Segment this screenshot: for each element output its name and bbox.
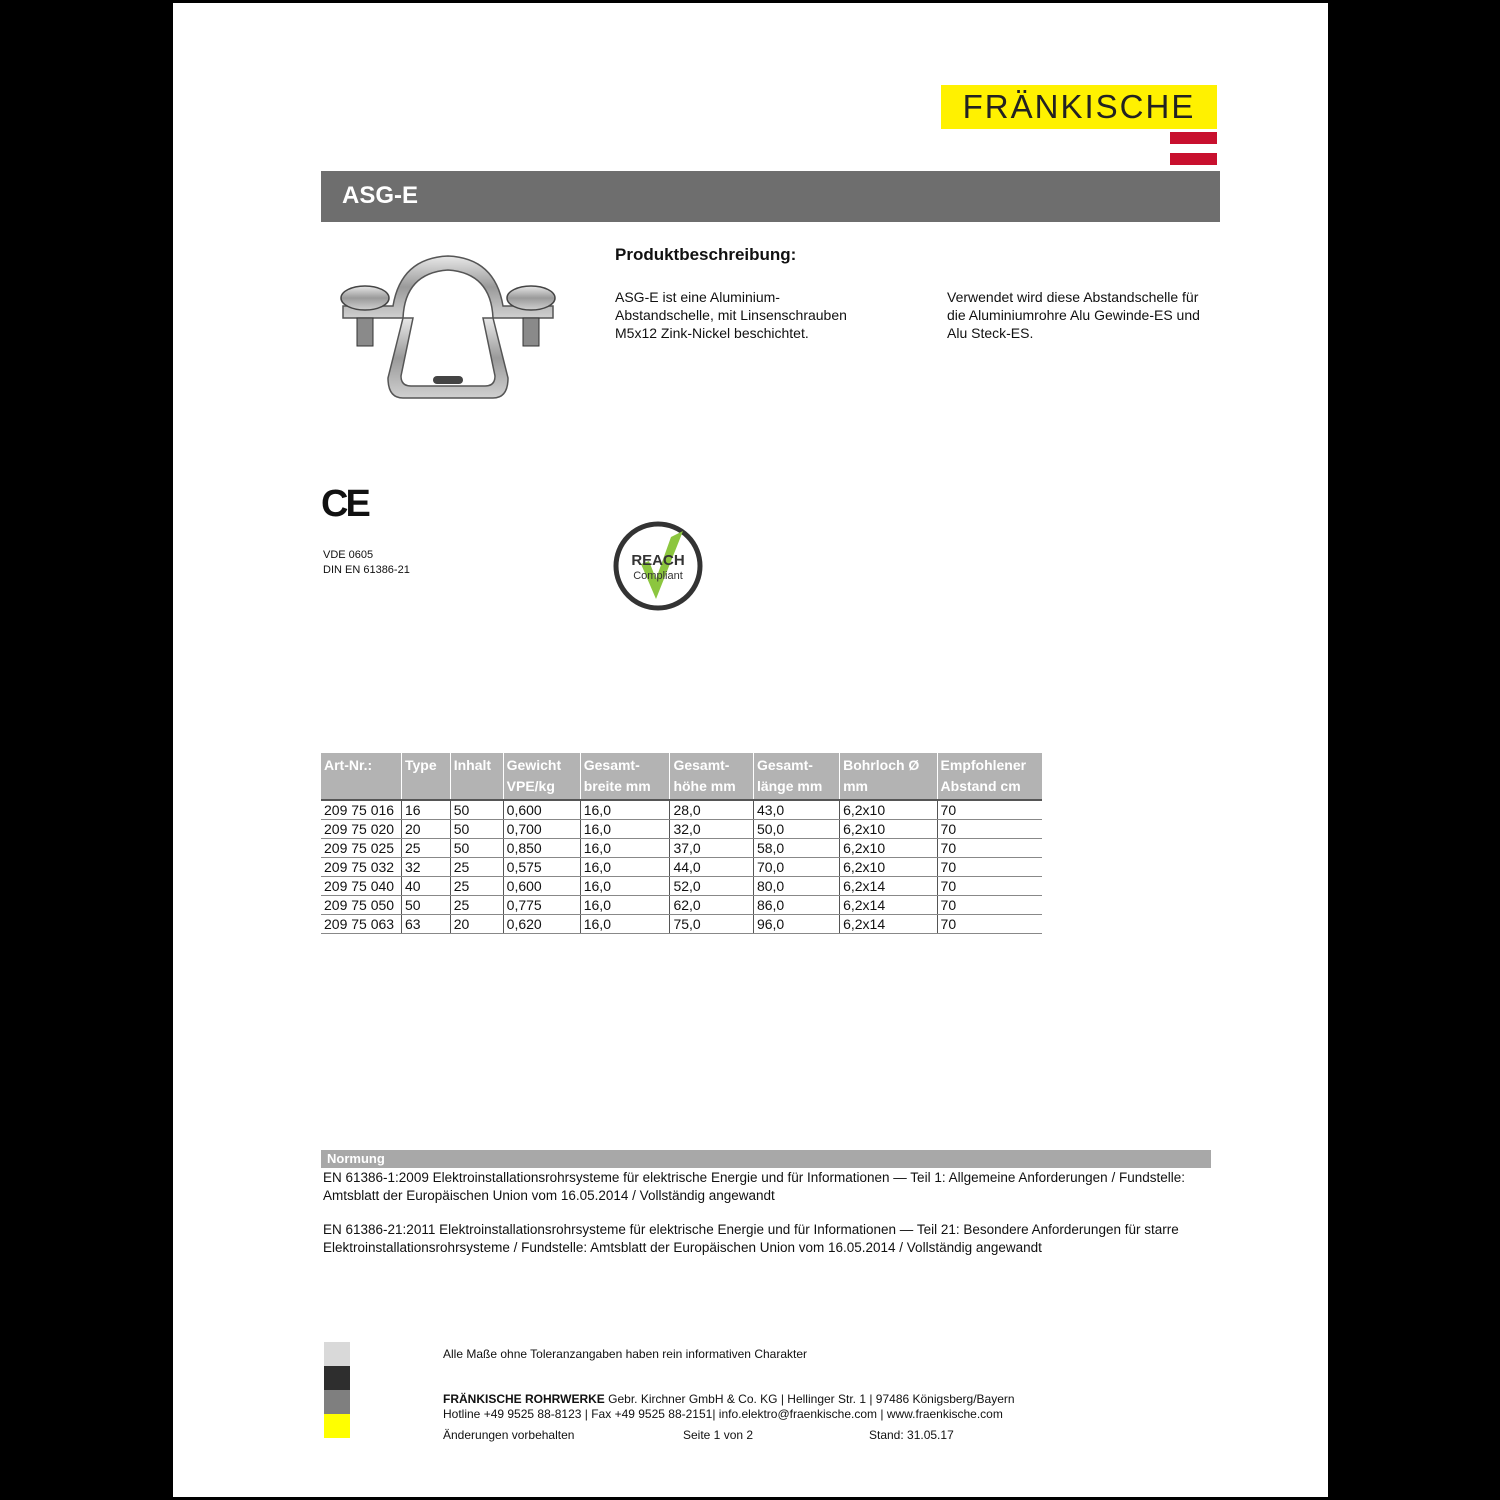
table-cell: 40 (401, 877, 450, 896)
column-header: Type (401, 753, 450, 800)
description-heading: Produktbeschreibung: (615, 245, 797, 264)
table-cell: 20 (401, 820, 450, 839)
table-cell: 16 (401, 800, 450, 820)
reach-label: REACH (631, 552, 685, 569)
table-cell: 16,0 (580, 877, 670, 896)
spec-table (321, 753, 1042, 934)
table-cell: 0,600 (503, 800, 580, 820)
table-row (321, 858, 1042, 877)
table-row (321, 877, 1042, 896)
table-cell: 32,0 (670, 820, 753, 839)
table-cell: 209 75 016 (321, 800, 401, 820)
table-cell: 25 (450, 858, 503, 877)
table-cell: 209 75 032 (321, 858, 401, 877)
table-cell: 44,0 (670, 858, 753, 877)
table-cell: 70 (937, 839, 1042, 858)
table-cell: 0,700 (503, 820, 580, 839)
table-cell: 70 (937, 896, 1042, 915)
table-header-row (321, 753, 1042, 800)
table-cell: 209 75 025 (321, 839, 401, 858)
column-header: Gesamt- höhe mm (670, 753, 753, 800)
document-page (173, 3, 1328, 1497)
table-cell: 32 (401, 858, 450, 877)
table-cell: 16,0 (580, 915, 670, 934)
table-cell: 70 (937, 820, 1042, 839)
normung-paragraph-1: EN 61386-1:2009 Elektroinstallationsrohrsysteme für elektrische Energie und für Informationen — Teil 1: Allgemeine Anforderungen / Fundstelle: Amtsblatt der Europäischen Union vom 16.05.2014 / Vollständig angewandt (323, 1170, 1185, 1203)
swatch-midgray (324, 1390, 350, 1414)
column-header: Empfohlener Abstand cm (937, 753, 1042, 800)
normung-paragraph-2: EN 61386-21:2011 Elektroinstallationsrohrsysteme für elektrische Energie und für Informationen — Teil 21: Besondere Anforderungen für starre Elektroinstallationsrohrsysteme / Fundstelle: Amtsblatt der Europäischen Union vom 16.05.2014 / Vollständig angewandt (323, 1222, 1179, 1255)
table-cell: 50 (450, 820, 503, 839)
logo-stripe-bottom (1170, 153, 1217, 165)
table-cell: 6,2x14 (840, 915, 937, 934)
table-cell: 20 (450, 915, 503, 934)
description-text-1: ASG-E ist eine Aluminium-Abstandschelle, mit Linsenschrauben M5x12 Zink-Nickel beschichtet. (615, 289, 847, 341)
description-text-2: Verwendet wird diese Abstandschelle für die Aluminiumrohre Alu Gewinde-ES und Alu Steck-ES. (947, 289, 1200, 341)
table-cell: 70 (937, 915, 1042, 934)
standard-din: DIN EN 61386-21 (323, 564, 410, 576)
table-cell: 6,2x10 (840, 800, 937, 820)
logo-stripe-top (1170, 132, 1217, 144)
standard-vde: VDE 0605 (323, 549, 374, 561)
table-cell: 209 75 063 (321, 915, 401, 934)
column-header: Inhalt (450, 753, 503, 800)
normung-bar (321, 1150, 1211, 1168)
table-cell: 37,0 (670, 839, 753, 858)
footer-contact: Hotline +49 9525 88-8123 | Fax +49 9525 88-2151| info.elektro@fraenkische.com | www.fraenkische.com (443, 1407, 1003, 1421)
reach-compliant-label: Compliant (633, 570, 683, 582)
table-cell: 209 75 050 (321, 896, 401, 915)
table-cell: 0,620 (503, 915, 580, 934)
table-cell: 6,2x14 (840, 877, 937, 896)
table-body (321, 800, 1042, 934)
footer-company-name: FRÄNKISCHE ROHRWERKE (443, 1392, 605, 1406)
table-row (321, 915, 1042, 934)
footer-company-address: Gebr. Kirchner GmbH & Co. KG | Hellinger Str. 1 | 97486 Königsberg/Bayern (604, 1392, 1015, 1406)
table-row (321, 820, 1042, 839)
table-cell: 16,0 (580, 800, 670, 820)
table-cell: 75,0 (670, 915, 753, 934)
footer-company (443, 1392, 1143, 1407)
swatch-darkgray (324, 1366, 350, 1390)
normung-title: Normung (327, 1151, 385, 1166)
footer-date: Stand: 31.05.17 (869, 1428, 954, 1442)
table-cell: 0,575 (503, 858, 580, 877)
table-cell: 70 (937, 877, 1042, 896)
table-cell: 0,850 (503, 839, 580, 858)
table-cell: 63 (401, 915, 450, 934)
table-cell: 70 (937, 858, 1042, 877)
table-cell: 28,0 (670, 800, 753, 820)
product-image (323, 248, 573, 413)
table-row (321, 800, 1042, 820)
table-cell: 70 (937, 800, 1042, 820)
table-cell: 0,600 (503, 877, 580, 896)
table-cell: 6,2x10 (840, 839, 937, 858)
table-cell: 25 (450, 896, 503, 915)
table-cell: 0,775 (503, 896, 580, 915)
footer-disclaimer: Alle Maße ohne Toleranzangaben haben rein informativen Charakter (443, 1347, 808, 1361)
table-cell: 6,2x10 (840, 820, 937, 839)
table-row (321, 896, 1042, 915)
table-cell: 86,0 (753, 896, 839, 915)
swatch-lightgray (324, 1342, 350, 1366)
table-cell: 96,0 (753, 915, 839, 934)
swatch-yellow (324, 1414, 350, 1438)
table-cell: 52,0 (670, 877, 753, 896)
table-cell: 16,0 (580, 896, 670, 915)
table-cell: 43,0 (753, 800, 839, 820)
table-cell: 50,0 (753, 820, 839, 839)
brand-logo: FRÄNKISCHE (941, 85, 1217, 129)
table-row (321, 839, 1042, 858)
column-header: Gesamt- länge mm (753, 753, 839, 800)
table-cell: 50 (450, 800, 503, 820)
column-header: Gesamt- breite mm (580, 753, 670, 800)
page-title: ASG-E (342, 182, 419, 209)
standards-list (323, 548, 410, 578)
ce-mark: CE (321, 483, 368, 525)
reach-compliant-badge (611, 519, 705, 613)
table-cell: 58,0 (753, 839, 839, 858)
table-cell: 16,0 (580, 820, 670, 839)
table-cell: 16,0 (580, 858, 670, 877)
column-header: Art-Nr.: (321, 753, 401, 800)
table-cell: 6,2x10 (840, 858, 937, 877)
table-cell: 16,0 (580, 839, 670, 858)
table-cell: 209 75 020 (321, 820, 401, 839)
table-cell: 70,0 (753, 858, 839, 877)
table-cell: 50 (401, 896, 450, 915)
footer-changes: Änderungen vorbehalten (443, 1428, 575, 1442)
footer-page-number: Seite 1 von 2 (683, 1428, 754, 1442)
column-header: Gewicht VPE/kg (503, 753, 580, 800)
table-cell: 62,0 (670, 896, 753, 915)
title-bar (321, 171, 1220, 222)
column-header: Bohrloch Ø mm (840, 753, 937, 800)
table-cell: 80,0 (753, 877, 839, 896)
table-cell: 50 (450, 839, 503, 858)
table-cell: 6,2x14 (840, 896, 937, 915)
table-cell: 209 75 040 (321, 877, 401, 896)
table-cell: 25 (450, 877, 503, 896)
table-cell: 25 (401, 839, 450, 858)
